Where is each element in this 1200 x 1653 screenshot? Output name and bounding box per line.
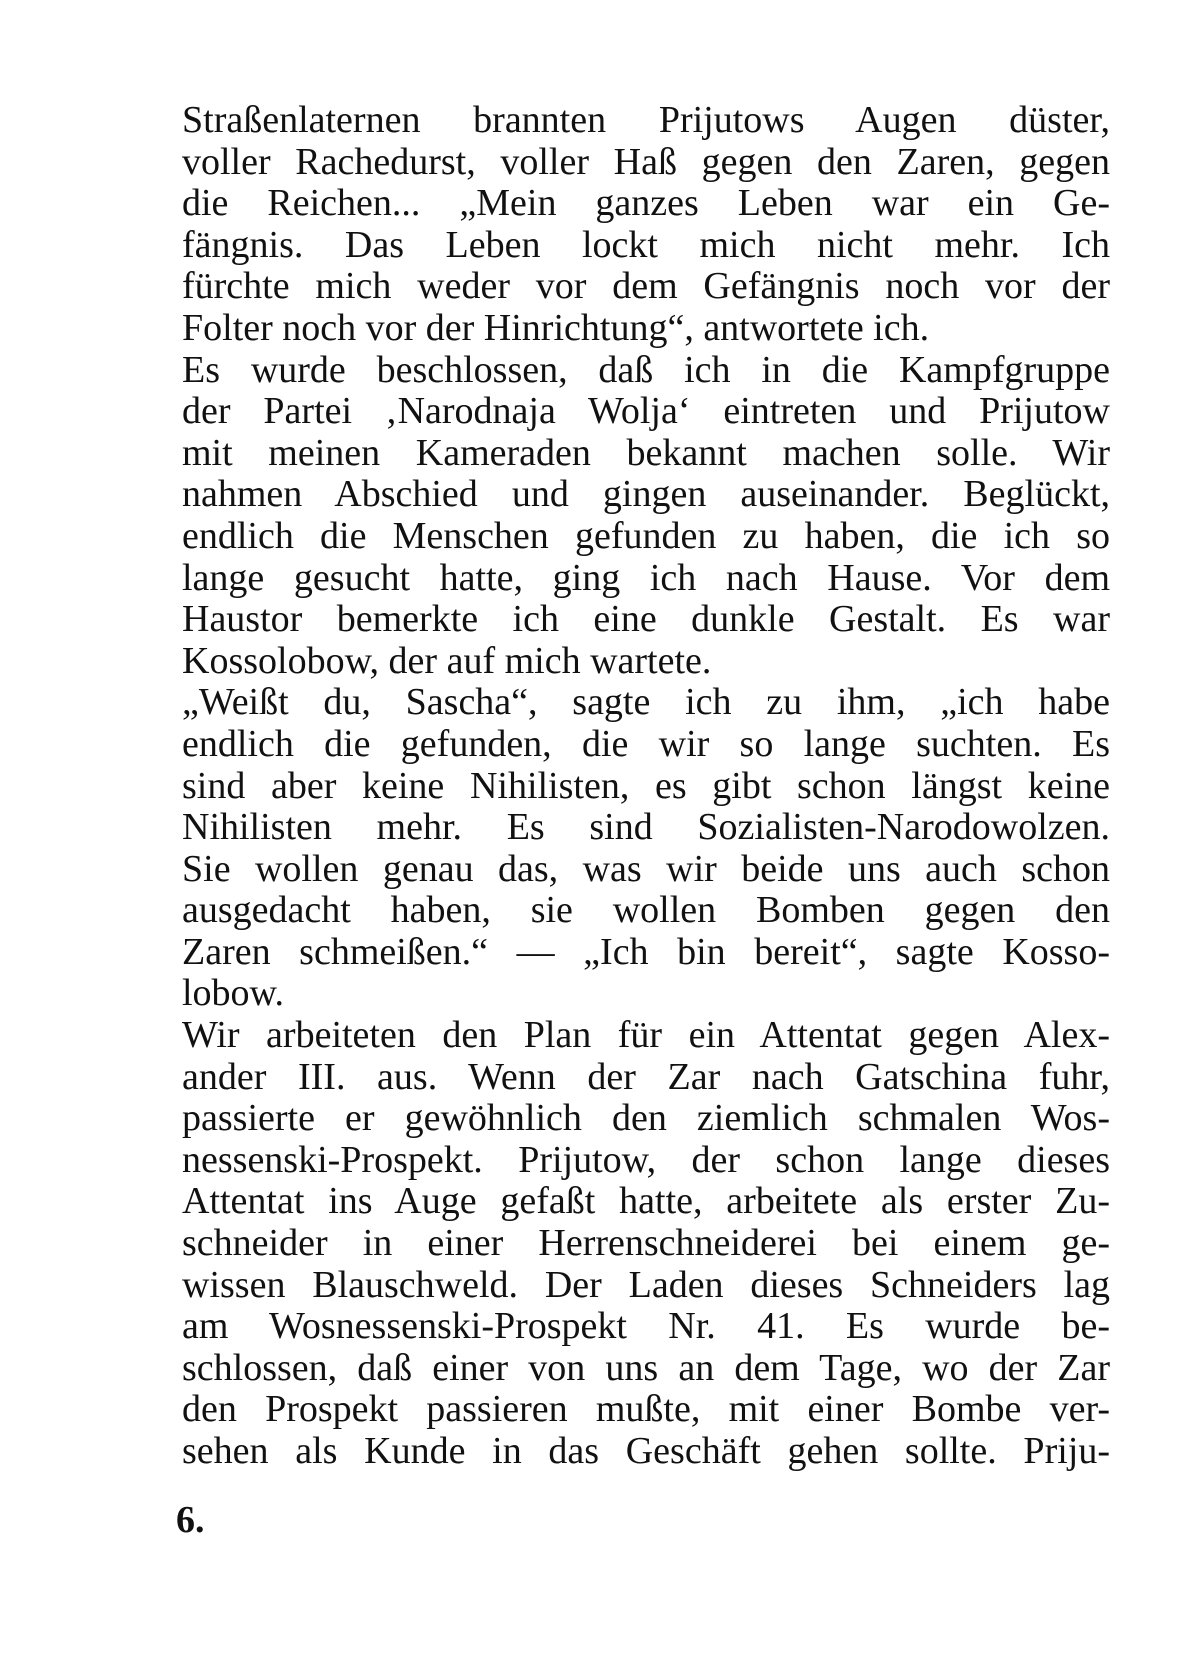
text-line: lobow. bbox=[182, 972, 285, 1015]
text-line: voller Rachedurst, voller Haß gegen den Zaren, gegen bbox=[182, 140, 1110, 183]
text-line: lange gesucht hatte, ging ich nach Hause. Vor dem bbox=[182, 556, 1110, 599]
text-line: schneider in einer Herrenschneiderei bei einem ge- bbox=[182, 1222, 1110, 1265]
text-line: fürchte mich weder vor dem Gefängnis noch vor der bbox=[182, 265, 1110, 308]
text-line: Folter noch vor der Hinrichtung“, antwortete ich. bbox=[182, 306, 930, 349]
text-line: Es wurde beschlossen, daß ich in die Kampfgruppe bbox=[182, 348, 1110, 391]
text-line: schlossen, daß einer von uns an dem Tage, wo der Zar bbox=[182, 1346, 1110, 1389]
text-line: sehen als Kunde in das Geschäft gehen sollte. Priju- bbox=[182, 1430, 1110, 1472]
text-line: Wir arbeiteten den Plan für ein Attentat gegen Alex- bbox=[182, 1014, 1110, 1057]
body-text bbox=[182, 100, 1110, 1473]
text-line: nahmen Abschied und gingen auseinander. Beglückt, bbox=[182, 473, 1110, 516]
text-line: Nihilisten mehr. Es sind Sozialisten-Narodowolzen. bbox=[182, 806, 1110, 849]
text-line: den Prospekt passieren mußte, mit einer Bombe ver- bbox=[182, 1388, 1110, 1431]
text-line: ausgedacht haben, sie wollen Bomben gegen den bbox=[182, 889, 1110, 932]
text-line: fängnis. Das Leben lockt mich nicht mehr. Ich bbox=[182, 223, 1110, 266]
text-line: Sie wollen genau das, was wir beide uns auch schon bbox=[182, 847, 1110, 890]
text-line: wissen Blauschweld. Der Laden dieses Schneiders lag bbox=[182, 1263, 1110, 1306]
text-line: Attentat ins Auge gefaßt hatte, arbeitete als erster Zu- bbox=[182, 1180, 1110, 1223]
text-line: am Wosnessenski-Prospekt Nr. 41. Es wurde be- bbox=[182, 1305, 1110, 1348]
text-line: Zaren schmeißen.“ — „Ich bin bereit“, sagte Kosso- bbox=[182, 930, 1110, 973]
text-line: „Weißt du, Sascha“, sagte ich zu ihm, „ich habe bbox=[182, 681, 1110, 724]
text-line: endlich die gefunden, die wir so lange suchten. Es bbox=[182, 722, 1110, 765]
text-line: Kossolobow, der auf mich wartete. bbox=[182, 639, 712, 682]
text-line: Straßenlaternen brannten Prijutows Augen düster, bbox=[182, 99, 1110, 141]
text-line: sind aber keine Nihilisten, es gibt schon längst keine bbox=[182, 764, 1110, 807]
text-line: endlich die Menschen gefunden zu haben, die ich so bbox=[182, 514, 1110, 557]
text-line: passierte er gewöhnlich den ziemlich schmalen Wos- bbox=[182, 1097, 1110, 1140]
text-line: der Partei ‚Narodnaja Wolja‘ eintreten und Prijutow bbox=[182, 390, 1110, 433]
page-number: 6. bbox=[176, 1499, 205, 1541]
text-line: nessenski-Prospekt. Prijutow, der schon lange dieses bbox=[182, 1138, 1110, 1181]
text-line: Haustor bemerkte ich eine dunkle Gestalt. Es war bbox=[182, 598, 1110, 641]
text-line: die Reichen... „Mein ganzes Leben war ein Ge- bbox=[182, 182, 1110, 225]
text-line: mit meinen Kameraden bekannt machen solle. Wir bbox=[182, 431, 1110, 474]
text-line: ander III. aus. Wenn der Zar nach Gatschina fuhr, bbox=[182, 1055, 1110, 1098]
